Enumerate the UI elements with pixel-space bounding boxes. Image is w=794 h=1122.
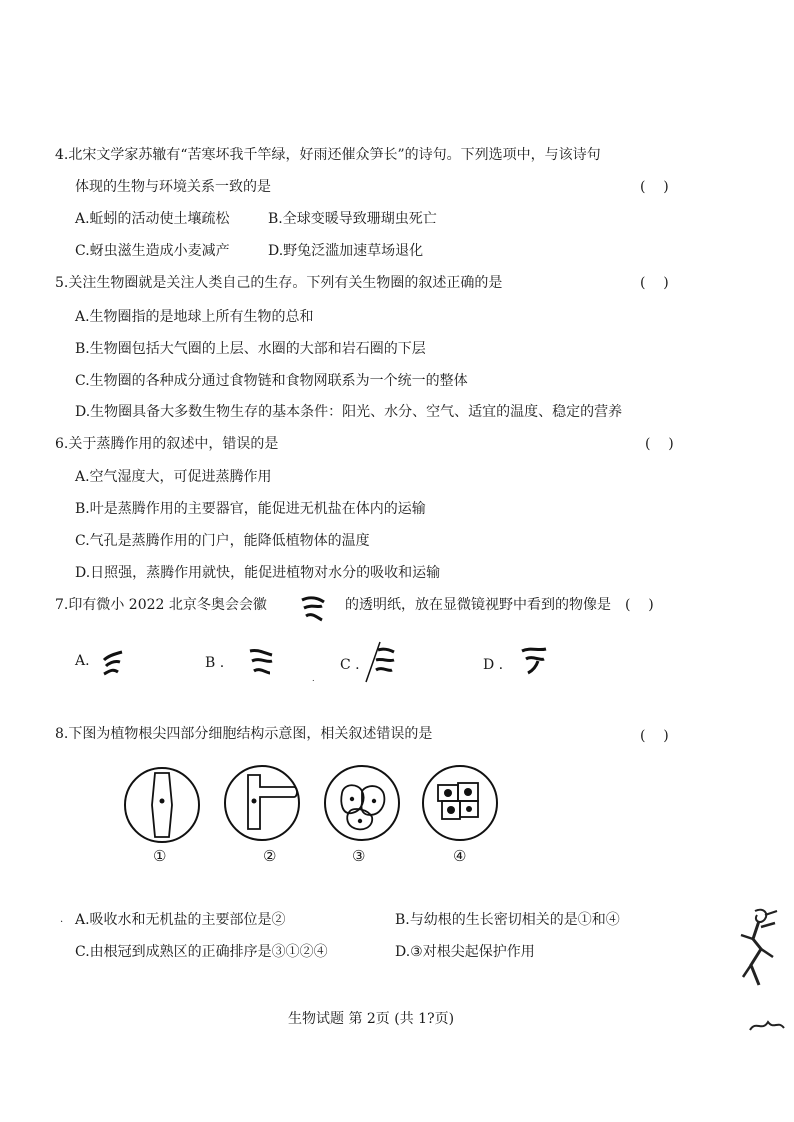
emblem-option-b-image [246, 645, 276, 677]
page-footer: 生物试题 第 2页 (共 1?页) [288, 1011, 455, 1027]
q4-answer-paren: ( ) [640, 179, 669, 195]
q5-option-b: B.生物圈包括大气圈的上层、水圈的大部和岩石圈的下层 [75, 341, 426, 357]
q7-option-b: B . [205, 655, 225, 671]
q6-stem: 6.关于蒸腾作用的叙述中，错误的是 [55, 436, 279, 452]
margin-doodle-image [735, 905, 785, 990]
q4-option-b: B.全球变暖导致珊瑚虫死亡 [268, 211, 437, 227]
q6-answer-paren: ( ) [645, 436, 674, 452]
q6-option-c: C.气孔是蒸腾作用的门户，能降低植物体的温度 [75, 533, 370, 549]
q4-option-c: C.蚜虫滋生造成小麦减产 [75, 243, 230, 259]
q5-option-c: C.生物圈的各种成分通过食物链和食物网联系为一个统一的整体 [75, 373, 468, 389]
cell-diagram-2 [222, 763, 302, 843]
olympic-emblem-image [298, 594, 328, 624]
figure-label-2: ② [263, 847, 277, 865]
q7-option-d: D . [483, 657, 504, 673]
q8-answer-paren: ( ) [640, 728, 669, 744]
q7-stem-part2: 的透明纸，放在显微镜视野中看到的物像是 [345, 597, 611, 613]
q6-option-d: D.日照强，蒸腾作用就快，能促进植物对水分的吸收和运输 [75, 565, 441, 581]
q4-option-d: D.野兔泛滥加速草场退化 [268, 243, 424, 259]
figure-label-4: ④ [453, 847, 467, 865]
q5-option-a: A.生物圈指的是地球上所有生物的总和 [75, 309, 314, 325]
cell-diagram-3 [322, 763, 402, 843]
cell-diagram-4 [420, 763, 500, 843]
q5-option-d: D.生物圈具备大多数生物生存的基本条件：阳光、水分、空气、适宜的温度、稳定的营养 [75, 404, 623, 420]
q4-stem: 4.北宋文学家苏辙有“苦寒坏我千竿绿，好雨还催众笋长”的诗句。下列选项中，与该诗句 [55, 147, 601, 163]
emblem-option-c-image [362, 640, 398, 684]
q8-stem: 8.下图为植物根尖四部分细胞结构示意图，相关叙述错误的是 [55, 726, 433, 742]
q4-stem-line2: 体现的生物与环境关系一致的是 [75, 179, 271, 195]
q7-answer-paren: ( ) [625, 597, 654, 613]
stray-mark: . [312, 674, 315, 683]
q7-option-c: C . [340, 657, 360, 673]
figure-label-1: ① [153, 847, 167, 865]
q6-option-a: A.空气湿度大，可促进蒸腾作用 [75, 469, 272, 485]
figure-label-3: ③ [352, 847, 366, 865]
emblem-option-a-image [98, 648, 128, 678]
q8-option-a: A.吸收水和无机盐的主要部位是② [75, 912, 286, 928]
q5-answer-paren: ( ) [640, 275, 669, 291]
q5-stem: 5.关注生物圈就是关注人类自己的生存。下列有关生物圈的叙述正确的是 [55, 275, 503, 291]
cell-diagram-1 [122, 765, 202, 845]
q8-option-d: D.③对根尖起保护作用 [395, 944, 535, 960]
corner-mark-image [748, 1016, 788, 1034]
q8-option-b: B.与幼根的生长密切相关的是①和④ [395, 912, 620, 928]
q6-option-b: B.叶是蒸腾作用的主要器官，能促进无机盐在体内的运输 [75, 501, 426, 517]
q7-option-a: A. [75, 653, 90, 669]
q8-option-c: C.由根冠到成熟区的正确排序是③①②④ [75, 944, 328, 960]
emblem-option-d-image [518, 645, 552, 675]
margin-mark: . [60, 914, 64, 925]
q4-option-a: A.蚯蚓的活动使土壤疏松 [75, 211, 230, 227]
q7-stem-part1: 7.印有微小 2022 北京冬奥会会徽 [55, 597, 267, 613]
